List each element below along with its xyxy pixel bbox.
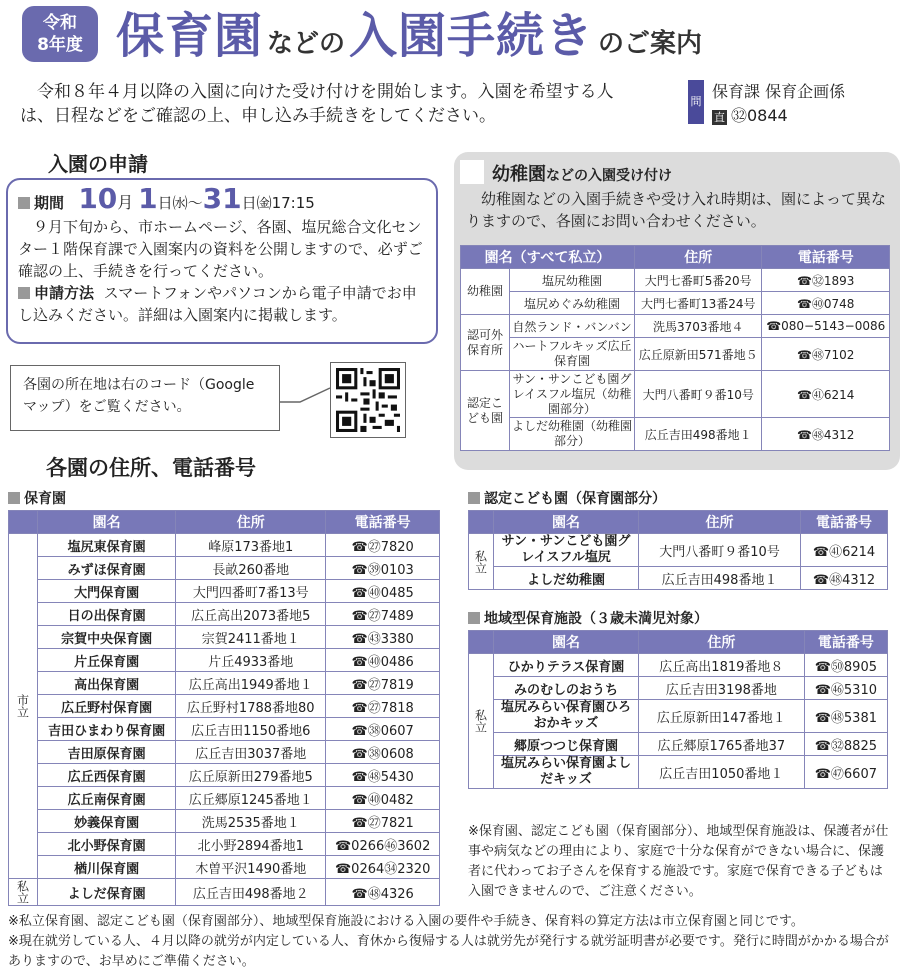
table-row	[9, 787, 440, 810]
school-phone: ☎㊵0482	[326, 787, 440, 810]
school-name: みのむしのおうち	[494, 677, 639, 700]
table-row	[9, 603, 440, 626]
category-cell: 私立	[9, 879, 38, 906]
school-name: 大門保育園	[38, 580, 176, 603]
lead-body: 令和８年４月以降の入園に向けた受け付けを開始します。入園を希望する人は、日程などをご確認の上、申し込み手続きをしてください。	[20, 82, 614, 126]
school-address: 広丘吉田1050番地１	[639, 756, 805, 789]
school-address: 広丘原新田147番地１	[639, 700, 805, 733]
lead-text	[20, 80, 640, 128]
school-address: 広丘野村1788番地80	[176, 695, 326, 718]
table-row	[9, 764, 440, 787]
school-address: 洗馬2535番地１	[176, 810, 326, 833]
hoikuen-label	[8, 488, 66, 508]
col-name: 園名	[494, 631, 639, 654]
qr-pattern-icon	[336, 368, 400, 432]
school-name: 塩尻東保育園	[38, 534, 176, 557]
period-day1: 1	[138, 182, 158, 215]
category-cell: 認定こども園	[461, 371, 510, 451]
school-name: 塩尻幼稚園	[510, 269, 635, 292]
school-phone: ☎㊽4312	[801, 567, 888, 590]
footer-note-2: ※現在就労している人、４月以降の就労が内定している人、育休から復帰する人は就労先が発行する就労証明書が必要です。発行に時間がかかる場合がありますので、お早めにご準備ください。	[8, 934, 889, 969]
school-phone: ☎㉗7821	[326, 810, 440, 833]
school-address: 広丘吉田3037番地	[176, 741, 326, 764]
kindergarten-table	[460, 245, 890, 451]
school-name: ハートフルキッズ広丘保育園	[510, 338, 635, 371]
school-name: 日の出保育園	[38, 603, 176, 626]
table-row	[9, 580, 440, 603]
category-cell: 幼稚園	[461, 269, 510, 315]
square-bullet-icon	[468, 492, 480, 504]
school-name: 宗賀中央保育園	[38, 626, 176, 649]
school-phone: ☎㊳0607	[326, 718, 440, 741]
school-name: 楢川保育園	[38, 856, 176, 879]
google-map-qr-code[interactable]	[330, 362, 406, 438]
school-phone: ☎㉜1893	[762, 269, 890, 292]
hoikuen-table	[8, 510, 440, 906]
table-row	[9, 833, 440, 856]
kindergarten-marker-icon	[460, 160, 484, 184]
period-day2-unit: 日㈮17:15	[241, 194, 315, 212]
school-address: 長畝260番地	[176, 557, 326, 580]
period-label: 期間	[34, 194, 65, 212]
kindergarten-text: 幼稚園などの入園手続きや受け入れ時期は、園によって異なりますので、各園にお問い合わせください。	[466, 190, 887, 230]
school-name: 塩尻めぐみ幼稚園	[510, 292, 635, 315]
table-row	[9, 741, 440, 764]
table-row	[9, 626, 440, 649]
school-address: 広丘吉田3198番地	[639, 677, 805, 700]
school-phone: ☎㊼6607	[804, 756, 887, 789]
school-name: 片丘保育園	[38, 649, 176, 672]
table-row	[469, 733, 888, 756]
contact-tel: ㉜0844	[731, 106, 788, 125]
school-name: 郷原つつじ保育園	[494, 733, 639, 756]
category-cell: 認可外保育所	[461, 315, 510, 371]
school-address: 広丘高出1819番地８	[639, 654, 805, 677]
school-name: 塩尻みらい保育園よしだキッズ	[494, 756, 639, 789]
school-address: 大門八番町９番10号	[635, 371, 762, 418]
method-label: 申請方法	[34, 284, 95, 302]
table-row	[469, 654, 888, 677]
table-row	[469, 700, 888, 733]
nintei-label	[468, 488, 666, 508]
school-phone: ☎㉗7819	[326, 672, 440, 695]
period-line	[18, 182, 426, 215]
col-address: 住所	[639, 631, 805, 654]
table-row	[9, 534, 440, 557]
direct-phone-icon: 直	[714, 111, 725, 124]
table-row	[469, 677, 888, 700]
school-address: 広丘吉田498番地１	[639, 567, 801, 590]
school-address: 大門八番町９番10号	[639, 534, 801, 567]
contact-info	[688, 80, 845, 128]
school-name: 高出保育園	[38, 672, 176, 695]
table-row	[9, 718, 440, 741]
col-name: 園名	[38, 511, 176, 534]
school-name: よしだ保育園	[38, 879, 176, 906]
apply-paragraph: ９月下旬から、市ホームページ、各園、塩尻総合文化センター１階保育課で入園案内の資料を公開しますので、必ずご確認の上、手続きを行ってください。	[18, 218, 423, 280]
school-name: 妙義保育園	[38, 810, 176, 833]
school-name: 北小野保育園	[38, 833, 176, 856]
school-phone: ☎㉗7818	[326, 695, 440, 718]
school-name: 塩尻みらい保育園ひろおかキッズ	[494, 700, 639, 733]
school-address: 広丘原新田279番地5	[176, 764, 326, 787]
nintei-table	[468, 510, 888, 590]
school-name: 広丘南保育園	[38, 787, 176, 810]
school-phone: ☎㊽5430	[326, 764, 440, 787]
school-address: 宗賀2411番地１	[176, 626, 326, 649]
school-phone: ☎㊳0608	[326, 741, 440, 764]
chiiki-label-text: 地域型保育施設（３歳未満児対象）	[484, 611, 708, 627]
col-address: 住所	[635, 246, 762, 269]
nintei-label-text: 認定こども園（保育園部分）	[484, 491, 666, 507]
apply-box	[6, 178, 438, 344]
page-title	[116, 0, 706, 66]
title-small2: のご案内	[598, 29, 703, 59]
school-name: よしだ幼稚園（幼稚園部分）	[510, 418, 635, 451]
school-address: 大門七番町5番20号	[635, 269, 762, 292]
school-name: よしだ幼稚園	[494, 567, 639, 590]
school-address: 広丘高出1949番地１	[176, 672, 326, 695]
period-day1-unit: 日㈬〜	[157, 194, 203, 212]
school-address: 片丘4933番地	[176, 649, 326, 672]
title-main2: 入園手続き	[349, 8, 595, 64]
school-name: みずほ保育園	[38, 557, 176, 580]
school-name: 広丘西保育園	[38, 764, 176, 787]
callout-pointer	[280, 380, 332, 410]
school-address: 大門七番町13番24号	[635, 292, 762, 315]
school-address: 広丘郷原1245番地１	[176, 787, 326, 810]
table-row	[9, 879, 440, 906]
school-address: 峰原173番地1	[176, 534, 326, 557]
hoikuen-label-text: 保育園	[24, 491, 66, 507]
period-month-unit: 月	[117, 193, 134, 212]
chiiki-table	[468, 630, 888, 789]
table-row	[469, 567, 888, 590]
category-cell: 私立	[469, 654, 494, 789]
table-row	[9, 649, 440, 672]
school-phone: ☎㊵0486	[326, 649, 440, 672]
col-phone: 電話番号	[762, 246, 890, 269]
col-address: 住所	[176, 511, 326, 534]
school-address: 広丘高出2073番地5	[176, 603, 326, 626]
square-bullet-icon	[8, 492, 20, 504]
map-callout: 各園の所在地は右のコード（Googleマップ）をご覧ください。	[10, 365, 280, 431]
square-bullet-icon	[18, 287, 30, 299]
method-line	[18, 282, 426, 326]
school-name: サン・サンこども園グレイスフル塩尻（幼稚園部分）	[510, 371, 635, 418]
square-bullet-icon	[468, 612, 480, 624]
school-phone: ☎㉜8825	[804, 733, 887, 756]
title-main1: 保育園	[116, 8, 264, 64]
school-phone: ☎㊶6214	[801, 534, 888, 567]
chiiki-label	[468, 608, 708, 628]
badge-line2: 8年度	[37, 35, 83, 55]
school-phone: ☎㉗7489	[326, 603, 440, 626]
school-phone: ☎㊸3380	[326, 626, 440, 649]
school-address: 広丘原新田571番地５	[635, 338, 762, 371]
footer-notes	[8, 912, 894, 972]
table-row	[469, 756, 888, 789]
col-address: 住所	[639, 511, 801, 534]
school-phone: ☎㊿8905	[804, 654, 887, 677]
table-row	[9, 856, 440, 879]
col-phone: 電話番号	[326, 511, 440, 534]
address-section-heading: 各園の住所、電話番号	[46, 456, 256, 480]
col-name: 園名（すべて私立）	[461, 246, 635, 269]
school-phone: ☎㊽4326	[326, 879, 440, 906]
school-address: 大門四番町7番13号	[176, 580, 326, 603]
method-text: スマートフォンやパソコンから電子申請でお申し込みください。詳細は入園案内に掲載します。	[18, 284, 417, 324]
badge-line1: 令和	[43, 13, 77, 33]
school-phone: ☎080−5143−0086	[762, 315, 890, 338]
school-phone: ☎㊵0748	[762, 292, 890, 315]
square-bullet-icon	[18, 197, 30, 209]
school-phone: ☎㊵0485	[326, 580, 440, 603]
school-phone: ☎㊽7102	[762, 338, 890, 371]
school-name: 自然ランド・バンバン	[510, 315, 635, 338]
col-phone: 電話番号	[804, 631, 887, 654]
school-phone: ☎㉗7820	[326, 534, 440, 557]
school-name: 吉田ひまわり保育園	[38, 718, 176, 741]
school-phone: ☎㊽5381	[804, 700, 887, 733]
kindergarten-heading	[492, 160, 672, 186]
period-month: 10	[78, 182, 118, 215]
school-address: 広丘吉田498番地１	[635, 418, 762, 451]
category-cell: 市立	[9, 534, 38, 879]
school-address: 広丘郷原1765番地37	[639, 733, 805, 756]
school-address: 広丘吉田498番地２	[176, 879, 326, 906]
title-small1: などの	[267, 29, 346, 59]
table-row	[469, 534, 888, 567]
col-phone: 電話番号	[801, 511, 888, 534]
period-day2: 31	[202, 182, 242, 215]
table-row	[9, 810, 440, 833]
apply-heading: 入園の申請	[48, 152, 148, 176]
school-address: 北小野2894番地1	[176, 833, 326, 856]
school-phone: ☎㊻5310	[804, 677, 887, 700]
school-phone: ☎㊽4312	[762, 418, 890, 451]
school-name: 広丘野村保育園	[38, 695, 176, 718]
table-row	[9, 695, 440, 718]
school-phone: ☎㊶6214	[762, 371, 890, 418]
school-phone: ☎0264㉞2320	[326, 856, 440, 879]
school-address: 広丘吉田1150番地6	[176, 718, 326, 741]
table-row	[9, 672, 440, 695]
school-phone: ☎0266㊻3602	[326, 833, 440, 856]
footer-note-1: ※私立保育園、認定こども園（保育園部分）、地域型保育施設における入園の要件や手続き、保育料の算定方法は市立保育園と同じです。	[8, 914, 804, 929]
school-address: 洗馬3703番地４	[635, 315, 762, 338]
school-name: ひかりテラス保育園	[494, 654, 639, 677]
question-icon: 問	[688, 80, 704, 124]
school-name: サン・サンこども園グレイスフル塩尻	[494, 534, 639, 567]
kindergarten-heading-main: 幼稚園	[492, 164, 546, 185]
year-badge	[22, 6, 98, 62]
school-name: 吉田原保育園	[38, 741, 176, 764]
facility-note: ※保育園、認定こども園（保育園部分）、地域型保育施設は、保護者が仕事や病気などの理由により、家庭で十分な保育ができない場合に、保護者に代わってお子さんを保育する施設です。家庭で保育できる子どもは入園できませんので、ご注意ください。	[468, 824, 889, 899]
school-phone: ☎㊴0103	[326, 557, 440, 580]
school-address: 木曽平沢1490番地	[176, 856, 326, 879]
col-name: 園名	[494, 511, 639, 534]
contact-dept: 保育課 保育企画係	[712, 82, 846, 101]
table-row	[9, 557, 440, 580]
kindergarten-heading-sub: などの入園受け付け	[546, 168, 672, 184]
category-cell: 私立	[469, 534, 494, 590]
